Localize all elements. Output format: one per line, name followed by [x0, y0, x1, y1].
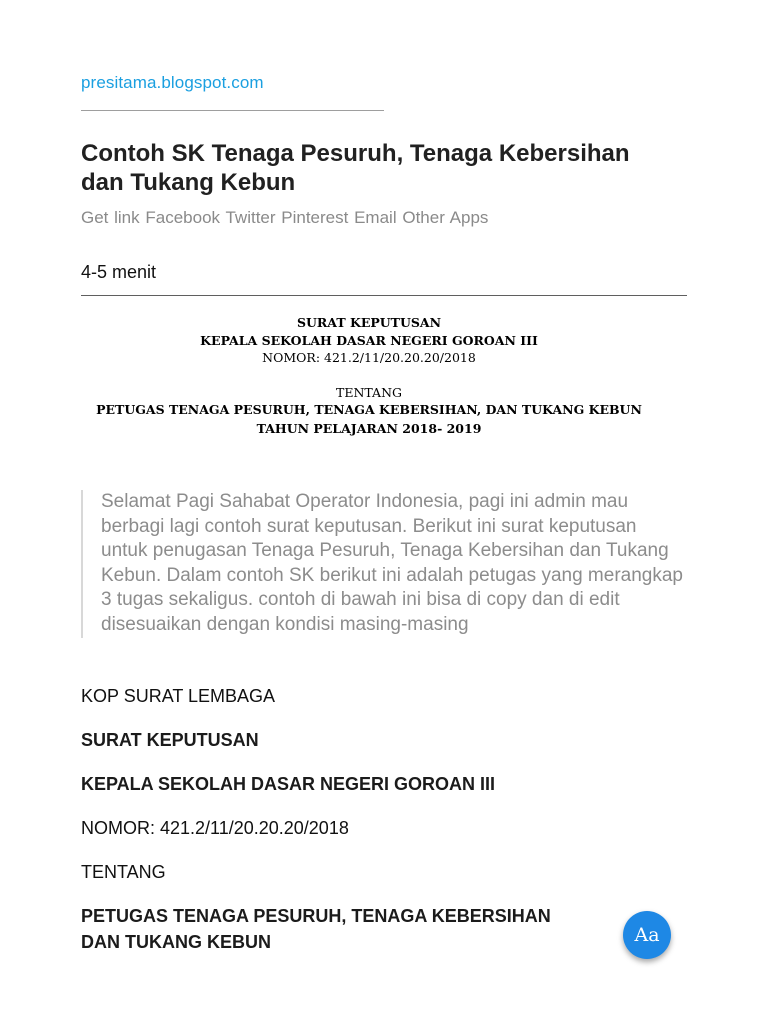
other-apps-share-button[interactable]: Other Apps — [402, 208, 489, 227]
post-title: Contoh SK Tenaga Pesuruh, Tenaga Kebersihan dan Tukang Kebun — [81, 140, 630, 196]
email-share-button[interactable]: Email — [354, 208, 397, 227]
doc-line-surat: SURAT KEPUTUSAN — [296, 315, 442, 330]
text-size-button[interactable] — [623, 911, 671, 959]
facebook-share-button[interactable]: Facebook — [145, 208, 221, 227]
twitter-share-button[interactable]: Twitter — [225, 208, 276, 227]
doc-line-tahun: TAHUN PELAJARAN 2018- 2019 — [256, 421, 482, 436]
tentang-text: TENTANG — [81, 862, 166, 882]
intro-quote — [81, 490, 687, 638]
surat-keputusan-heading: SURAT KEPUTUSAN — [81, 730, 259, 750]
doc-line-tentang: TENTANG — [335, 385, 402, 400]
doc-line-petugas: PETUGAS TENAGA PESURUH, TENAGA KEBERSIHAN, DAN TUKANG KEBUN — [96, 402, 642, 417]
kepala-sekolah-heading: KEPALA SEKOLAH DASAR NEGERI GOROAN III — [81, 774, 496, 794]
share-bar — [81, 208, 488, 228]
document-header-image — [81, 313, 768, 448]
site-divider — [81, 110, 384, 111]
text-size-icon: Aa — [634, 924, 660, 946]
nomor-text: NOMOR: 421.2/11/20.20.20/2018 — [81, 818, 349, 838]
pinterest-share-button[interactable]: Pinterest — [281, 208, 349, 227]
petugas-heading-line2: DAN TUKANG KEBUN — [81, 932, 271, 952]
read-time: 4-5 menit — [81, 262, 157, 282]
petugas-heading-line1: PETUGAS TENAGA PESURUH, TENAGA KEBERSIHAN — [81, 906, 551, 926]
kop-surat-text: KOP SURAT LEMBAGA — [81, 686, 276, 706]
get-link-button[interactable]: Get link — [81, 208, 140, 227]
header-divider — [81, 295, 687, 296]
site-link[interactable]: presitama.blogspot.com — [81, 73, 264, 92]
doc-line-nomor: NOMOR: 421.2/11/20.20.20/2018 — [262, 350, 476, 365]
intro-quote-text: Selamat Pagi Sahabat Operator Indonesia, pagi ini admin mau berbagi lagi contoh surat keputusan. Berikut ini surat keputusan untuk penugasan Tenaga Pesuruh, Tenaga Kebersihan dan Tukang Kebun. Dalam contoh SK berikut ini adalah petugas yang merangkap 3 tugas sekaligus. contoh di bawah ini bisa di copy dan di edit disesuaikan dengan kondisi masing-masing — [101, 491, 683, 635]
doc-line-kepala: KEPALA SEKOLAH DASAR NEGERI GOROAN III — [200, 333, 538, 348]
